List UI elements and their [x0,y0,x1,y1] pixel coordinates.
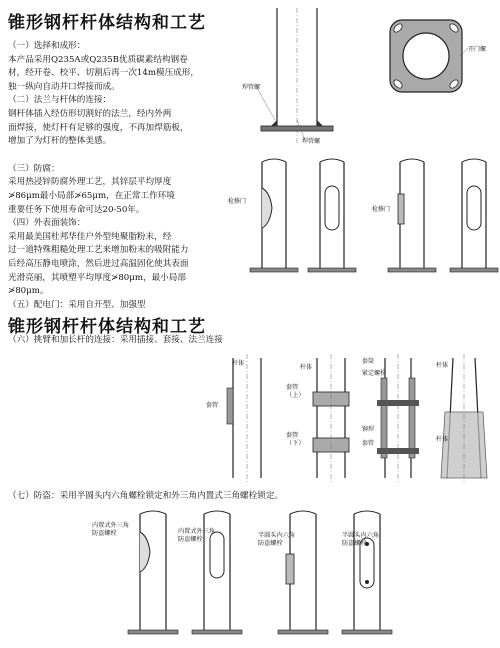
text-line: （五）配电门：采用自开型、加强型 [8,299,146,310]
rod-body-label: 杆体 [232,360,245,367]
sleeve-label: 套管 [206,402,219,409]
text-line: 材，经开卷、校平、切割后再一次14m模压成形， [8,68,199,79]
text-line: ≯80μm。 [8,286,49,297]
text-line: 采用热浸锌防腐外理工艺，其锌层平均厚度 [8,177,172,188]
section-seven-heading: （七）防盗：采用半圆头内六角螺栓锁定和外三角内置式三角螺栓锁定。 [8,491,284,501]
sleeve-label: 套管 [362,440,375,447]
weld-label: 焊管螺 [242,84,261,91]
flange-plate-diagram [388,18,468,100]
text-line: （三）防腐： [8,163,60,174]
anti-theft-bolt-label: 半圆头内六角 防盗螺栓 [342,532,380,547]
text-line: 钢杆体插入经仿形切割好的法兰，经内外两 [8,108,172,119]
flange-label: 开门螺 [468,46,487,53]
pole-base-flange-diagram [255,8,345,143]
text-line: 本产品采用Q235A或Q235B优质碳素结构钢卷 [8,54,188,65]
rod-body-label: 杆体 [436,436,449,443]
anti-theft-bolt-label: 内置式外三角 防盗螺栓 [92,522,130,537]
door-label: 检修门 [228,198,247,205]
page-title: 锥形钢杆杆体结构和工艺 [8,13,206,33]
anti-theft-diagrams [118,508,498,642]
text-line: （二）法兰与杆体的连接： [8,95,112,106]
text-line: 后经高压静电喷涂，然后进过高温固化使其表面 [8,258,189,269]
sleeve-label: 套筒 [362,358,375,365]
text-line: （四）外表面装饰： [8,218,86,229]
weld-label: 铆焊 [362,426,375,433]
text-line: （一）选择和成形： [8,41,86,51]
maintenance-door-diagrams [248,158,498,278]
section-title: 锥形钢杆杆体结构和工艺 [8,317,206,337]
weld-label: 焊管螺 [302,138,321,145]
text-line: 增加了为灯杆的整体美感。 [8,136,112,147]
bolt-label: 紧定螺栓 [362,370,387,377]
text-line: 采用最美国杜邦华佳户外型纯聚脂粉末，经 [8,231,172,242]
sleeve-upper-label: 套管 （上） [286,384,305,399]
text-line: 独一纵向自动并口焊接而成。 [8,81,120,92]
text-line: 过一道特殊粗糙处理工艺来增加粉末的吸附能力 [8,245,189,256]
sleeve-lower-label: 套管 （下） [286,432,305,447]
text-line: 重要任务下使用寿命可达20-50年。 [8,204,145,215]
anti-theft-bolt-label: 内置式外三角 防盗螺栓 [178,528,216,543]
process-description [8,40,199,312]
text-line: 光滑亮丽，其喷塑平均厚度≯80μm，最小局部 [8,272,186,283]
section-six-heading: （六）挑臂和加长杆的连接：采用插接、套接、法兰连接 [8,335,223,345]
text-line: ≯86μm最小局部≯65μm，在正常工作环境 [8,190,175,201]
text-line: 面焊接，使灯杆有足够的强度，不再加焊筋板， [8,122,189,133]
anti-theft-bolt-label: 半圆头内六角 防盗螺栓 [258,532,296,547]
arm-connection-diagrams [205,352,495,482]
door-label: 检修门 [372,206,391,213]
rod-body-label: 杆体 [300,364,313,371]
rod-body-label: 杆体 [436,362,449,369]
